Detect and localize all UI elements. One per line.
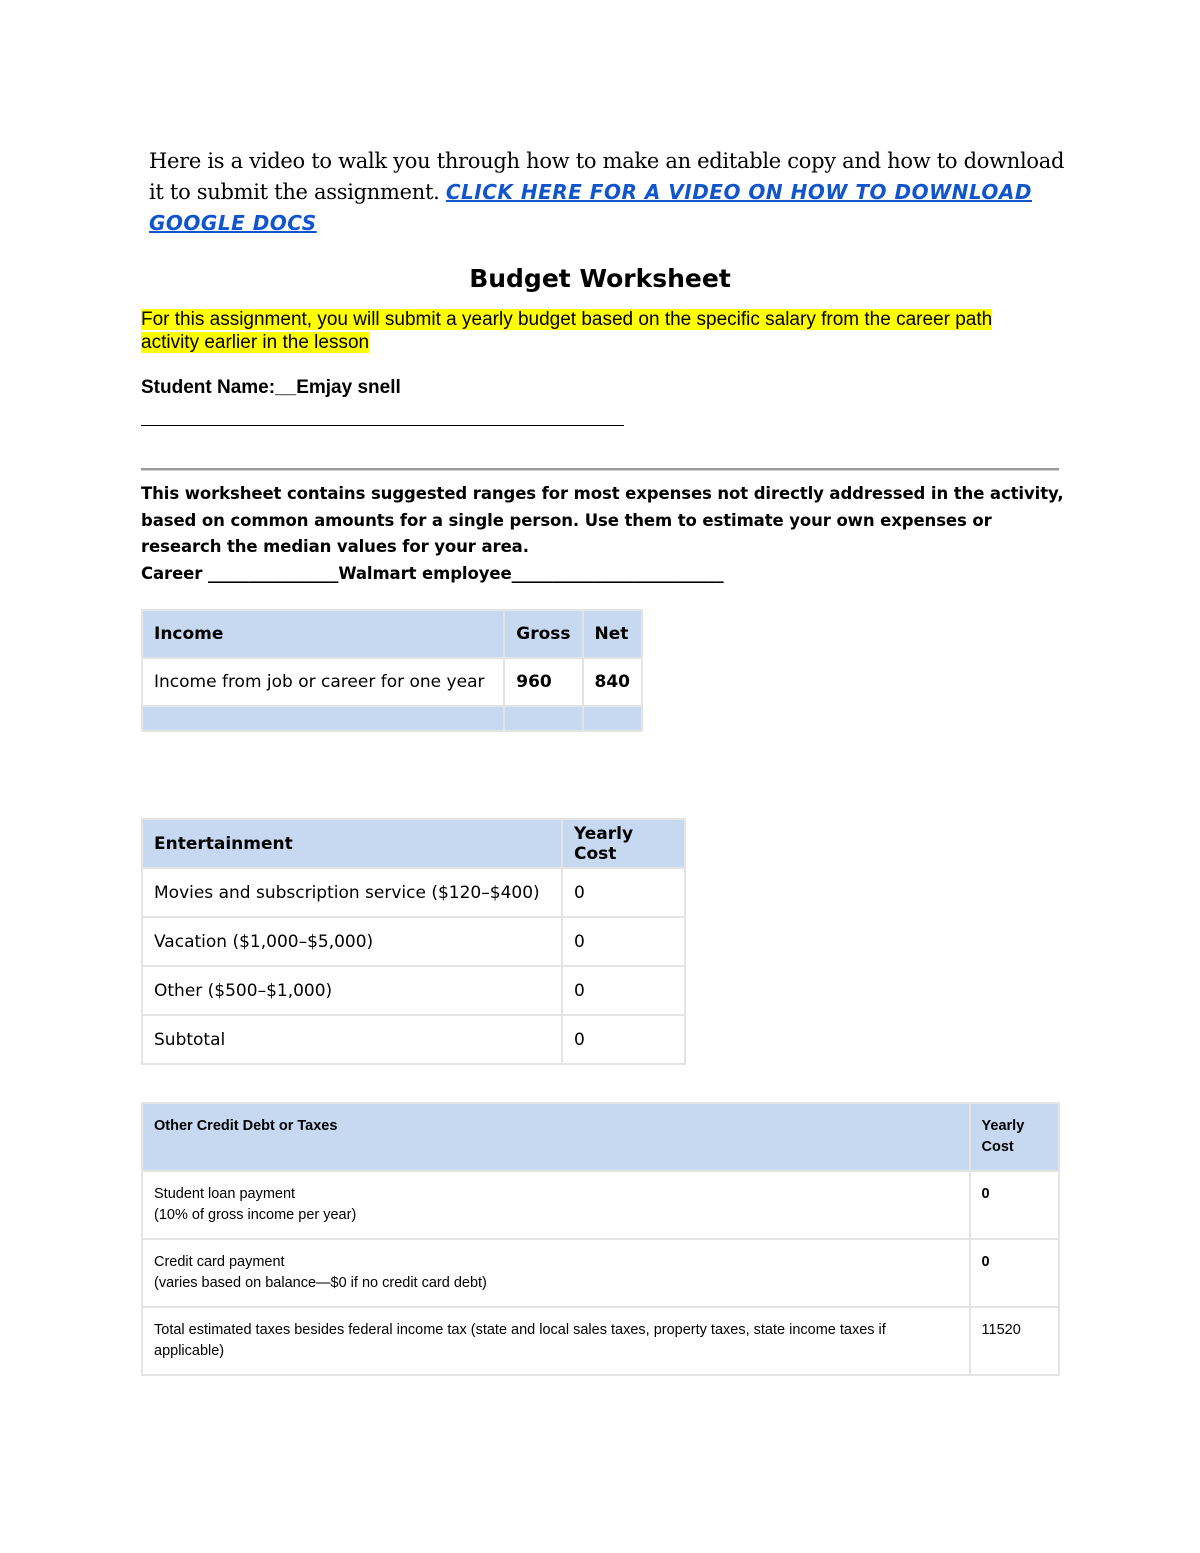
entertainment-table [141, 818, 686, 1065]
table-row [142, 1015, 685, 1064]
gross-value[interactable]: 960 [504, 658, 582, 706]
career-line: Career ________________Walmart employee__________________________ [141, 563, 724, 583]
table-cell: Movies and subscription service ($120–$400) [142, 868, 562, 917]
table-cell[interactable]: 0 [562, 917, 685, 966]
table-header: Income [142, 610, 504, 658]
table-row [142, 917, 685, 966]
table-header-row [142, 819, 685, 868]
table-cell [142, 1171, 970, 1239]
table-row [142, 706, 642, 731]
page-title: Budget Worksheet [469, 264, 731, 293]
table-cell[interactable] [142, 706, 504, 731]
table-header: Yearly Cost [970, 1103, 1059, 1171]
worksheet-note [141, 481, 1071, 587]
table-header-row [142, 610, 642, 658]
table-row [142, 966, 685, 1015]
row-sublabel: (varies based on balance—$0 if no credit card debt) [154, 1275, 487, 1291]
video-link[interactable]: CLICK HERE FOR A VIDEO ON HOW TO DOWNLOAD GOOGLE DOCS [149, 180, 1033, 235]
table-header: Entertainment [142, 819, 562, 868]
table-cell[interactable]: 0 [970, 1171, 1059, 1239]
table-header: Other Credit Debt or Taxes [142, 1103, 970, 1171]
table-header-row [142, 1103, 1059, 1171]
table-row [142, 658, 642, 706]
note-text: This worksheet contains suggested ranges for most expenses not directly addressed in the activity, based on common amounts for a single person. Use them to estimate your own expenses or research the median values for your area. [141, 484, 1064, 556]
intro-text: Here is a video to walk you through how to make an editable copy and how to download it to submit the assignment. [149, 149, 1065, 204]
table-cell [142, 1307, 970, 1375]
horizontal-rule [141, 468, 1059, 471]
table-cell[interactable]: 0 [562, 868, 685, 917]
table-row [142, 868, 685, 917]
table-cell: Subtotal [142, 1015, 562, 1064]
income-table [141, 609, 643, 732]
table-header: Gross [504, 610, 582, 658]
table-cell[interactable]: 0 [970, 1239, 1059, 1307]
table-cell[interactable]: 11520 [970, 1307, 1059, 1375]
intro-paragraph [149, 146, 1069, 239]
table-cell: Other ($500–$1,000) [142, 966, 562, 1015]
row-label: Credit card payment [154, 1254, 285, 1270]
row-label: Student loan payment [154, 1186, 296, 1202]
net-value[interactable]: 840 [583, 658, 643, 706]
table-row [142, 1239, 1059, 1307]
debt-taxes-table [141, 1102, 1060, 1376]
table-cell[interactable] [504, 706, 582, 731]
table-cell: Vacation ($1,000–$5,000) [142, 917, 562, 966]
table-cell [142, 1239, 970, 1307]
table-row [142, 1307, 1059, 1375]
table-cell[interactable]: 0 [562, 966, 685, 1015]
instructions-text: For this assignment, you will submit a yearly budget based on the specific salary from the career path activity earlier in the lesson [141, 309, 993, 353]
row-sublabel: (10% of gross income per year) [154, 1207, 357, 1223]
table-cell[interactable] [583, 706, 643, 731]
instructions [141, 308, 1041, 354]
table-cell[interactable]: 0 [562, 1015, 685, 1064]
table-cell[interactable]: Income from job or career for one year [142, 658, 504, 706]
row-label: Total estimated taxes besides federal income tax (state and local sales taxes, property taxes, state income taxes if applicable) [154, 1322, 886, 1359]
table-header: Net [583, 610, 643, 658]
table-header: Yearly Cost [562, 819, 685, 868]
student-name: Student Name:__Emjay snell [141, 377, 401, 398]
student-name-underline [141, 425, 624, 426]
table-row [142, 1171, 1059, 1239]
